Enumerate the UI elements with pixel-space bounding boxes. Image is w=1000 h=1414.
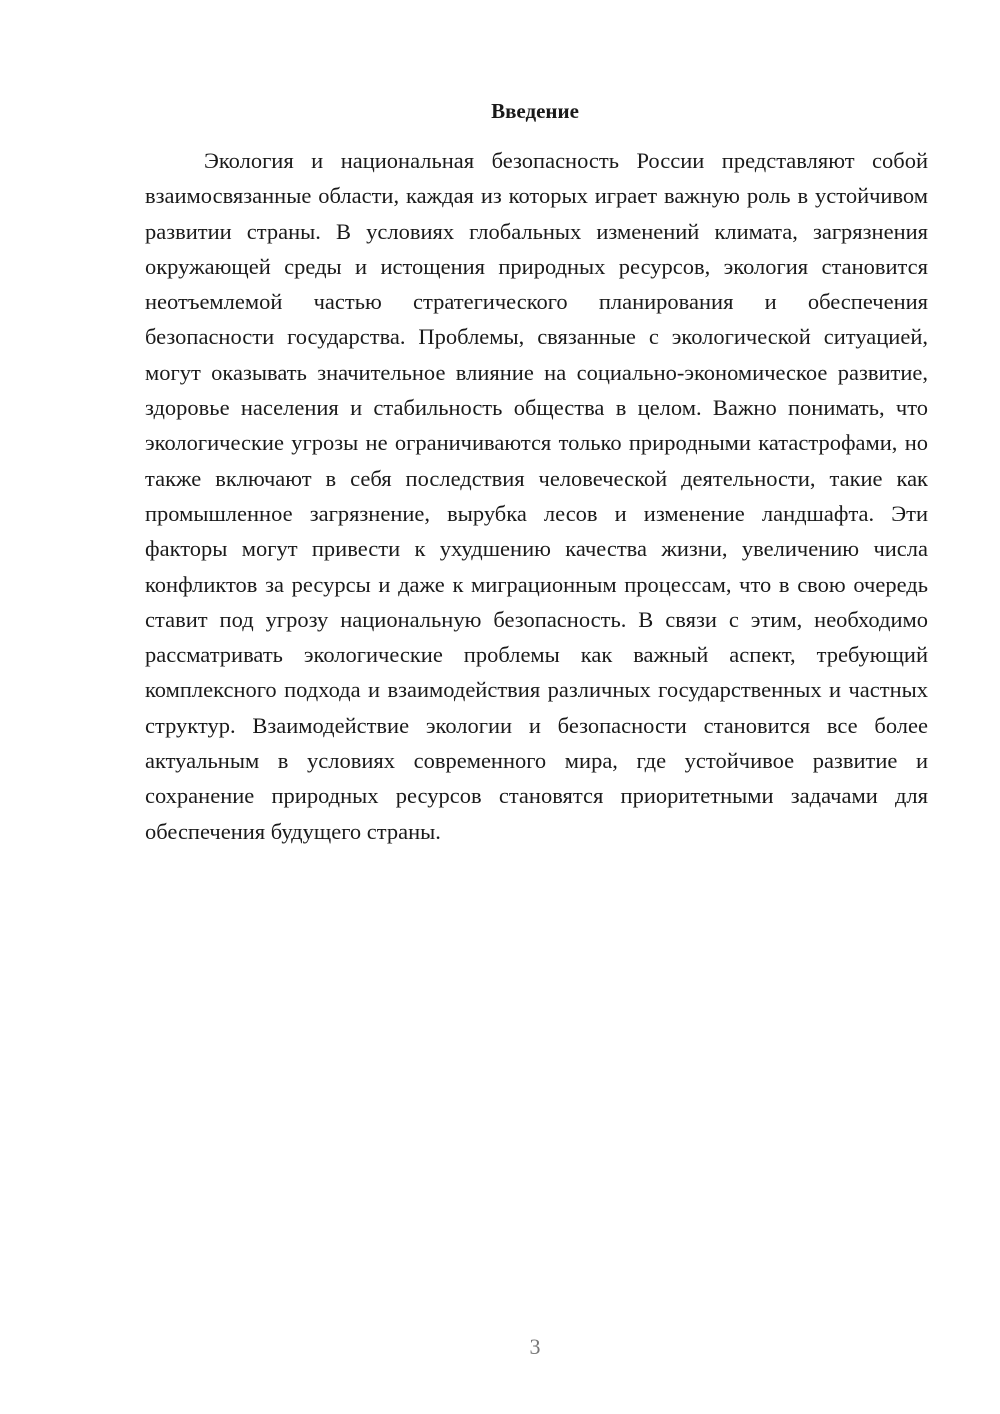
page-number: 3	[529, 1334, 541, 1359]
section-heading: Введение	[491, 99, 579, 123]
body-paragraph: Экология и национальная безопасность России представляют собой взаимосвязанные области, каждая из которых играет важную роль в устойчивом развитии страны. В условиях глобальных изменений климата, загрязнения окружающей среды и истощения природных ресурсов, экология становится неотъемлемой частью стратегического планирования и обеспечения безопасности государства. Проблемы, связанные с экологической ситуацией, могут оказывать значительное влияние на социально-экономическое развитие, здоровье населения и стабильность общества в целом. Важно понимать, что экологические угрозы не ограничиваются только природными катастрофами, но также включают в себя последствия человеческой деятельности, такие как промышленное загрязнение, вырубка лесов и изменение ландшафта. Эти факторы могут привести к ухудшению качества жизни, увеличению числа конфликтов за ресурсы и даже к миграционным процессам, что в свою очередь ставит под угрозу национальную безопасность. В связи с этим, необходимо рассматривать экологические проблемы как важный аспект, требующий комплексного подхода и взаимодействия различных государственных и частных структур. Взаимодействие экологии и безопасности становится все более актуальным в условиях современного мира, где устойчивое развитие и сохранение природных ресурсов становятся приоритетными задачами для обеспечения будущего страны.	[145, 148, 928, 844]
